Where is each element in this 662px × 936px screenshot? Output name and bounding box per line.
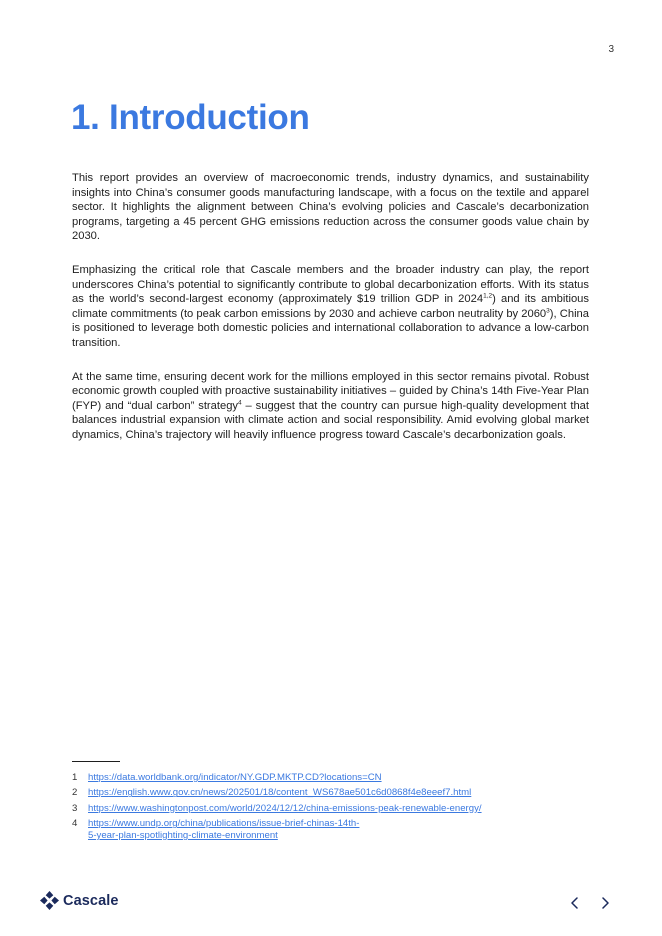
footnote-link[interactable]: [88, 818, 359, 842]
footnote-ref: 1,2: [483, 292, 493, 300]
footnote-number: 4: [72, 818, 78, 830]
logo-text: Cascale: [63, 892, 119, 909]
chevron-right-icon: [600, 897, 610, 909]
paragraph: [72, 370, 589, 443]
next-page-button[interactable]: [598, 896, 612, 910]
cascale-logo: [40, 891, 119, 910]
footnote-link-line: 5-year-plan-spotlighting-climate-environment: [88, 829, 278, 841]
footnote-number: 3: [72, 802, 78, 814]
paragraph-text: ) and its ambitious climate commitments (to peak carbon emissions by 2030 and achieve carbon neutrality by 2060: [72, 293, 589, 320]
footnote-link[interactable]: https://english.www.gov.cn/news/202501/18/content_WS678ae501c6d0868f4e8eeef7.html: [88, 787, 472, 799]
footnote-link[interactable]: https://data.worldbank.org/indicator/NY.GDP.MKTP.CD?locations=CN: [88, 772, 382, 783]
footnote-ref: 4: [238, 398, 242, 406]
previous-page-button[interactable]: [568, 896, 582, 910]
footnote-link-line: https://www.undp.org/china/publications/issue-brief-chinas-14th-: [88, 818, 360, 830]
footnote-link[interactable]: https://www.washingtonpost.com/world/2024/12/12/china-emissions-peak-renewable-energy/: [88, 802, 482, 814]
footnote-divider: [72, 761, 120, 762]
footnote-ref: 3: [546, 307, 550, 315]
paragraph: [72, 171, 589, 244]
paragraph-text: – suggest that the country can pursue high-quality development that balances industrial expansion with climate action and social responsibility. Amid evolving global market dynamics, China’s trajectory will heavily influence progress toward Cascale’s decarbonization goals.: [72, 399, 589, 441]
chevron-left-icon: [570, 897, 580, 909]
paragraph-text: At the same time, ensuring decent work for the millions employed in this sector remains pivotal. Robust economic growth coupled with proactive sustainability initiatives – guided by China’s 14th Five-Year Plan (FYP) and “dual carbon” strategy: [72, 370, 589, 412]
paragraph: [72, 263, 589, 351]
footnote-item: [72, 818, 592, 842]
paragraph-text: ), China is positioned to leverage both domestic policies and international collaboration to advance a low-carbon transition.: [72, 307, 589, 349]
footnote-item: [72, 787, 592, 799]
page-number: 3: [608, 44, 614, 55]
cascale-logo-icon: [40, 891, 59, 910]
paragraph-text: Emphasizing the critical role that Cascale members and the broader industry can play, the report underscores China’s potential to significantly contribute to global decarbonization efforts. With its status as the world’s second-largest economy (approximately $19 trillion GDP in 2024: [72, 263, 589, 306]
footnotes: [72, 772, 592, 845]
page-navigation: [568, 896, 612, 910]
footnote-number: 2: [72, 787, 78, 799]
footnote-item: [72, 772, 592, 784]
footnote-number: 1: [72, 772, 78, 783]
body-text: [72, 171, 589, 462]
footnote-item: [72, 803, 592, 815]
page-title: 1. Introduction: [71, 98, 310, 137]
paragraph-text: This report provides an overview of macroeconomic trends, industry dynamics, and sustainability insights into China’s consumer goods manufacturing landscape, with a focus on the textile and apparel sector. It highlights the alignment between China’s evolving policies and Cascale’s decarbonization programs, targeting a 45 percent GHG emissions reduction across the consumer goods value chain by 2030.: [72, 172, 589, 243]
